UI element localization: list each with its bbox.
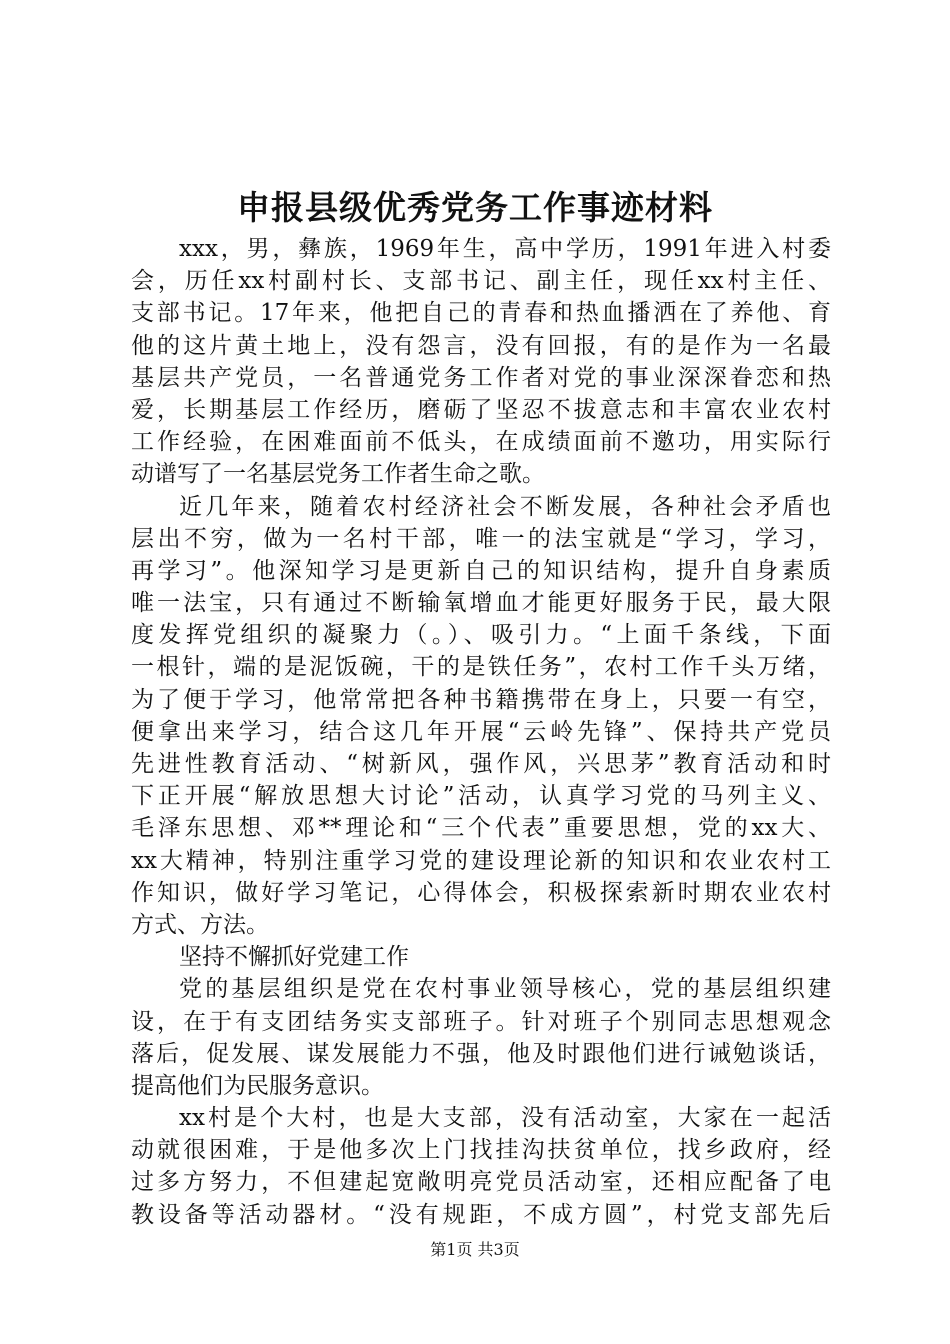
document-body bbox=[131, 233, 831, 1231]
body-line: 近几年来，随着农村经济社会不断发展，各种社会矛盾也 bbox=[179, 493, 831, 520]
body-line: 设，在于有支团结务实支部班子。针对班子个别同志思想观念 bbox=[131, 1008, 831, 1035]
body-line: 爱，长期基层工作经历，磨砺了坚忍不拔意志和丰富农业农村 bbox=[131, 396, 831, 423]
body-line: 动就很困难，于是他多次上门找挂沟扶贫单位，找乡政府，经 bbox=[131, 1137, 831, 1164]
body-line: xxx，男，彝族，1969年生，高中学历，1991年进入村委 bbox=[179, 236, 831, 262]
body-line: 作知识，做好学习笔记，心得体会，积极探索新时期农业农村 bbox=[131, 879, 831, 906]
body-line: 提高他们为民服务意识。 bbox=[131, 1072, 384, 1099]
body-line: 一根针，端的是泥饭碗，干的是铁任务”，农村工作千头万绪， bbox=[131, 654, 831, 681]
body-line: 唯一法宝，只有通过不断输氧增血才能更好服务于民，最大限 bbox=[131, 590, 831, 617]
body-line: 党的基层组织是党在农村事业领导核心，党的基层组织建 bbox=[179, 976, 831, 1003]
body-line: 下正开展“解放思想大讨论”活动，认真学习党的马列主义、 bbox=[131, 783, 831, 810]
body-line: 便拿出来学习，结合这几年开展“云岭先锋”、保持共产党员 bbox=[131, 718, 831, 745]
body-line: xx大精神，特别注重学习党的建设理论新的知识和农业农村工 bbox=[131, 847, 831, 874]
body-line: 方式、方法。 bbox=[131, 911, 269, 938]
body-line: 教设备等活动器材。“没有规距，不成方圆”，村党支部先后 bbox=[131, 1201, 831, 1228]
body-line: 会，历任xx村副村长、支部书记、副主任，现任xx村主任、 bbox=[131, 268, 831, 295]
body-line: 落后，促发展、谋发展能力不强，他及时跟他们进行诫勉谈话， bbox=[131, 1040, 831, 1067]
body-line: 过多方努力，不但建起宽敞明亮党员活动室，还相应配备了电 bbox=[131, 1169, 831, 1196]
body-line: 他的这片黄土地上，没有怨言，没有回报，有的是作为一名最 bbox=[131, 332, 831, 359]
body-line: 层出不穷，做为一名村干部，唯一的法宝就是“学习，学习， bbox=[131, 525, 831, 552]
body-line: 再学习”。他深知学习是更新自己的知识结构，提升自身素质 bbox=[131, 557, 831, 584]
body-line: 基层共产党员，一名普通党务工作者对党的事业深深眷恋和热 bbox=[131, 364, 831, 391]
body-line: 工作经验，在困难面前不低头，在成绩面前不邀功，用实际行 bbox=[131, 429, 831, 456]
body-line: 支部书记。17年来，他把自己的青春和热血播洒在了养他、育 bbox=[131, 300, 831, 327]
body-line: 为了便于学习，他常常把各种书籍携带在身上，只要一有空， bbox=[131, 686, 831, 713]
body-line: 动谱写了一名基层党务工作者生命之歌。 bbox=[131, 461, 545, 488]
document-title: 申报县级优秀党务工作事迹材料 bbox=[237, 188, 713, 227]
body-line: 先进性教育活动、“树新风，强作风，兴思茅”教育活动和时 bbox=[131, 751, 831, 777]
body-line: xx村是个大村，也是大支部，没有活动室，大家在一起活 bbox=[179, 1105, 831, 1132]
section-heading: 坚持不懈抓好党建工作 bbox=[179, 944, 409, 971]
page-footer: 第1页 共3页 bbox=[430, 1240, 520, 1259]
body-line: 毛泽东思想、邓**理论和“三个代表”重要思想，党的xx大、 bbox=[131, 815, 831, 842]
body-line: 度发挥党组织的凝聚力（。）、吸引力。“上面千条线，下面 bbox=[131, 622, 831, 649]
